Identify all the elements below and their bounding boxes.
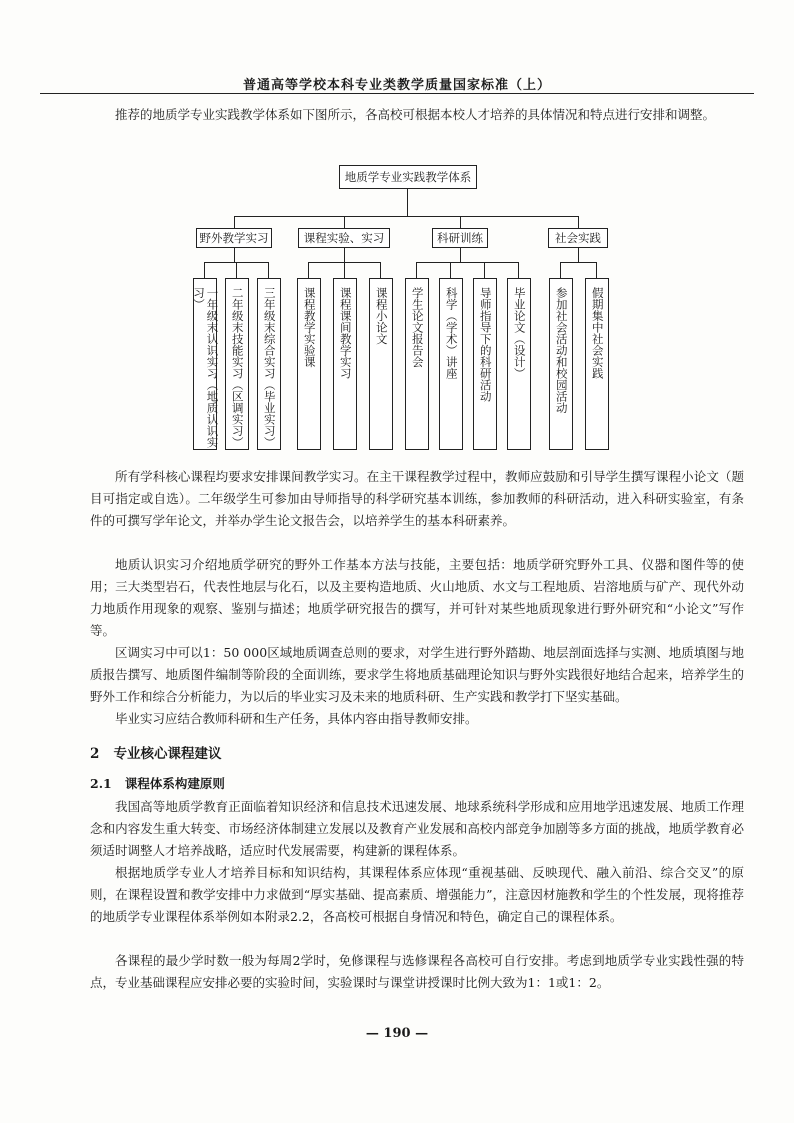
group-connector <box>460 216 461 228</box>
item-connector <box>344 262 345 278</box>
group-research-training: 科研训练 <box>432 228 488 248</box>
item-mentor-research: 导师指导下的科研活动 <box>473 278 497 450</box>
item-connector <box>484 262 485 278</box>
item-connector <box>268 262 269 278</box>
group-course-experiment: 课程实验、实习 <box>298 228 390 248</box>
diagram-root: 地质学专业实践教学体系 <box>339 165 477 189</box>
item-social-activity: 参加社会活动和校园活动 <box>549 278 573 450</box>
practice-system-diagram <box>0 0 794 470</box>
group-connector <box>234 216 235 228</box>
item-year2-skill: 二年级末技能实习（区调实习） <box>225 278 249 450</box>
item-bus <box>416 262 518 263</box>
item-connector <box>560 262 561 278</box>
subsection-heading <box>90 774 225 792</box>
item-course-essay: 课程小论文 <box>369 278 393 450</box>
group-stem <box>460 248 461 262</box>
body-paragraph: 所有学科核心课程均要求安排课间教学实习。在主干课程教学过程中，教师应鼓励和引导学生撰写课程小论文（题目可指定或自选）。二年级学生可参加由导师指导的科学研究基本训练，参加教师的科研活动，进入科研实验室，有条件的可撰写学年论文，并举办学生论文报告会，以培养学生的基本科研素养。 <box>90 469 744 528</box>
root-stem <box>407 189 408 217</box>
body-paragraph: 区调实习中可以1：50 000区域地质调查总则的要求，对学生进行野外踏勘、地层剖面选择与实测、地质填图与地质报告撰写、地质图件编制等阶段的全面训练，要求学生将地质基础理论知识与野外实践很好地结合起来，培养学生的野外工作和综合分析能力，为以后的毕业实习及未来的地质科研、生产实践和教学打下坚实基础。 <box>90 645 744 704</box>
item-connector <box>236 262 237 278</box>
section-heading <box>90 742 222 762</box>
item-year1-cognition: 一年级末认识实习（地质认识实习） <box>193 278 217 450</box>
body-paragraph: 根据地质学专业人才培养目标和知识结构，其课程体系应体现“重视基础、反映现代、融入前沿、综合交叉”的原则，在课程设置和教学安排中力求做到“厚实基础、提高素质、增强能力”，注意因材施教和学生的个性发展，现将推荐的地质学专业课程体系举例如本附录2.2，各高校可根据自身情况和特色，确定自己的课程体系。 <box>90 865 744 924</box>
item-holiday-practice: 假期集中社会实践 <box>585 278 609 450</box>
item-connector <box>596 262 597 278</box>
item-connector <box>308 262 309 278</box>
group-stem <box>578 248 579 262</box>
body-paragraph: 我国高等地质学教育正面临着知识经济和信息技术迅速发展、地球系统科学形成和应用地学迅速发展、地质工作理念和内容发生重大转变、市场经济体制建立发展以及教育产业发展和高校内部竞争加剧等多方面的挑战，地质学教育必须适时调整人才培养战略，适应时代发展需要，构建新的课程体系。 <box>90 799 744 858</box>
group-stem <box>344 248 345 262</box>
group-stem <box>234 248 235 262</box>
item-year3-comprehensive: 三年级末综合实习（毕业实习） <box>257 278 281 450</box>
item-student-report: 学生论文报告会 <box>405 278 429 450</box>
item-connector <box>204 262 205 278</box>
item-science-lecture: 科学（学术）讲座 <box>439 278 463 450</box>
subsection-title: 课程体系构建原则 <box>124 776 225 791</box>
item-bus <box>308 262 380 263</box>
body-paragraph: 各课程的最少学时数一般为每周2学时，免修课程与选修课程各高校可自行安排。考虑到地质学专业实践性强的特点，专业基础课程应安排必要的实验时间，实验课时与课堂讲授课时比例大致为1：1或1：2。 <box>90 953 744 990</box>
item-bus <box>560 262 596 263</box>
item-connector <box>380 262 381 278</box>
item-connector <box>450 262 451 278</box>
group-bus <box>234 216 578 217</box>
item-connector <box>416 262 417 278</box>
item-bus <box>204 262 268 263</box>
item-connector <box>518 262 519 278</box>
group-social-practice: 社会实践 <box>548 228 608 248</box>
header-rule <box>40 93 754 94</box>
section-title: 专业核心课程建议 <box>113 746 222 762</box>
page-number: — 190 — <box>365 1026 429 1041</box>
subsection-number: 2.1 <box>90 776 112 791</box>
item-thesis: 毕业论文（设计） <box>507 278 531 450</box>
body-paragraph: 地质认识实习介绍地质学研究的野外工作基本方法与技能，主要包括：地质学研究野外工具、仪器和图件等的使用；三大类型岩石，代表性地层与化石，以及主要构造地质、火山地质、水文与工程地质、岩溶地质与矿产、现代外动力地质作用现象的观察、鉴别与描述；地质学研究报告的撰写，并可针对某些地质现象进行野外研究和“小论文”写作等。 <box>90 557 744 638</box>
group-connector <box>578 216 579 228</box>
group-field-teaching: 野外教学实习 <box>196 228 272 248</box>
body-paragraph: 毕业实习应结合教师科研和生产任务，具体内容由指导教师安排。 <box>115 711 478 726</box>
item-course-lab: 课程教学实验课 <box>297 278 321 450</box>
running-header: 普通高等学校本科专业类教学质量国家标准（上） <box>242 78 551 93</box>
section-number: 2 <box>90 746 100 762</box>
group-connector <box>344 216 345 228</box>
item-course-practice: 课程课间教学实习 <box>333 278 357 450</box>
intro-paragraph: 推荐的地质学专业实践教学体系如下图所示，各高校可根据本校人才培养的具体情况和特点进行安排和调整。 <box>115 107 716 122</box>
